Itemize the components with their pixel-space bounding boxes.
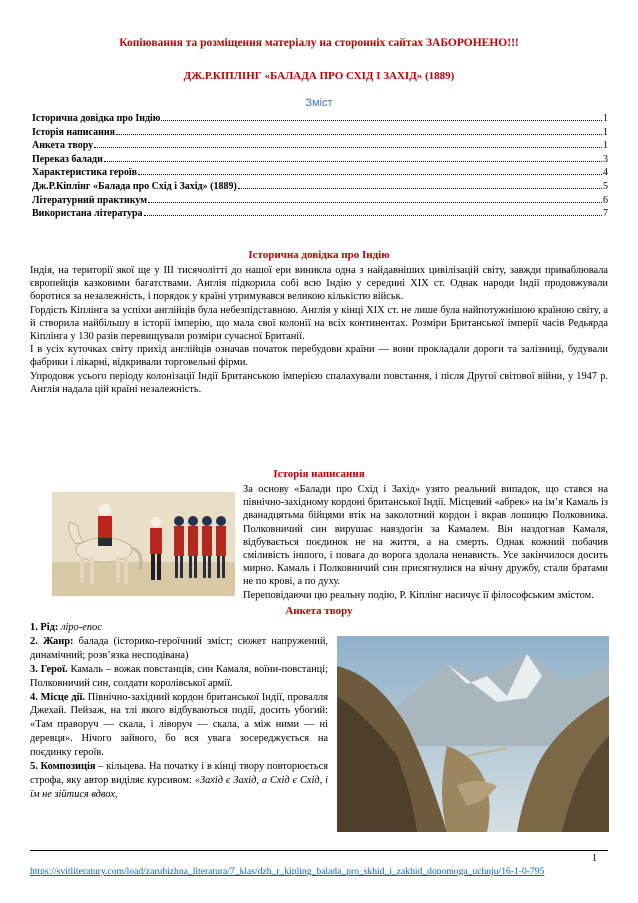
history-text xyxy=(30,264,608,396)
toc-item[interactable]: Дж.Р.Кіплінг «Балада про Схід і Захід» (1889) 5 xyxy=(32,180,608,192)
toc-heading: Зміст xyxy=(305,97,333,109)
writing-text xyxy=(243,483,608,602)
page-number: 1 xyxy=(592,853,597,864)
source-link[interactable]: https://svitliteratury.com/load/zarubizhna_literatura/7_klas/dzh_r_kipling_balada_pro_skhid_i_zakhid_dopomoga_uchnju/16-1-0-795 xyxy=(30,866,545,877)
toc-item[interactable]: Історична довідка про Індію 1 xyxy=(32,113,608,124)
history-heading: Історична довідка про Індію xyxy=(248,249,390,261)
mountain-gorge-painting xyxy=(337,636,609,832)
anketa-list xyxy=(30,621,328,802)
writing-paragraph: Переповідаючи цю реальну подію, Р. Кіплінг насичує її філософським змістом. xyxy=(243,589,594,601)
toc-item[interactable]: Характеристика героїв 4 xyxy=(32,167,608,179)
toc-item[interactable]: Історія написання 1 xyxy=(32,126,608,138)
document-title: ДЖ.Р.КІПЛІНГ «БАЛАДА ПРО СХІД І ЗАХІД» (1889) xyxy=(183,70,455,82)
history-paragraph: Гордість Кіплінга за успіхи англійців була небезпідставною. Англія у кінці XIX ст. не лише була найпотужнішою країною світу, а й створила найбільшу в історії імперію, що мала свої колонії на всіх континентах. Розміри Британської імперії часів Редьярда Кіплінга у 130 разів перевищували розміри сучасної Британії. xyxy=(30,304,608,343)
anketa-item: 1. Рід: ліро-епос xyxy=(30,622,102,633)
copy-warning: Копіювання та розміщення матеріалу на сторонніх сайтах ЗАБОРОНЕНО!!! xyxy=(119,37,519,49)
anketa-item: 5. Композиція – кільцева. На початку і в кінці твору повторюється строфа, яку автор виділяє курсивом: «Захід є Захід, а Схід є Схід, і їм не зійтися вдвох, xyxy=(30,761,329,800)
toc-item[interactable]: Переказ балади 3 xyxy=(32,153,608,165)
table-of-contents xyxy=(32,113,608,222)
footer-divider xyxy=(30,850,608,851)
anketa-item: 3. Герої. Камаль – вожак повстанців, син Камаля, воїни-повстанці; Полковничий син, солдати королівської армії. xyxy=(30,663,329,689)
soldiers-illustration xyxy=(52,492,235,596)
toc-item[interactable]: Літературний практикум 6 xyxy=(32,194,608,206)
anketa-item: 4. Місце дії. Північно-західний кордон британської Індії, провалля Джехай. Пейзаж, на тлі якого відбуваються події, досить убогий: «Там праворуч — скала, і ліворуч — скала, а між ними — ні деревця». Нічого зайвого, бо вся увага зосереджується на поєдинку героїв. xyxy=(30,691,328,759)
writing-paragraph: За основу «Балади про Схід і Захід» узято реальний випадок, що стався на північно-західному кордоні британської Індії. Місцевий «абрек» на ім’я Камаль із дванадцятьма бійцями втік на заколотний кордон і вкрав лошицю Полковника. Полковничий син вирушає навздогін за Камалем. Він наздогнав Камаля, відбувається поєдинок не на життя, а на смерть. Однак кожний побачив сміливість іншого, і повага до ворога здолала ненависть. Усе закінчилося досить мирно. Камаль і Полковничий син присягнулися на вічну дружбу, стали братами не по крові, а по духу. xyxy=(243,484,608,588)
refrain-quote: «Захід є Захід, а Схід є Схід, і їм не зійтися вдвох, xyxy=(30,774,329,800)
writing-heading: Історія написання xyxy=(273,468,365,480)
history-paragraph: Індія, на території якої ще у III тисячолітті до нашої ери виникла одна з найдавніших цивілізацій світу, завжди приваблювала європейців казковими багатствами. Англія підкорила собі всю Індію у середині XIX ст. Однак народи Індії продовжували боротися за незалежність, і порядок у країні утримувався великою кількістю військ. xyxy=(30,265,608,303)
anketa-item: 2. Жанр: балада (історико-героїчний зміст; сюжет напружений, динамічний; розв’язка несподівана) xyxy=(30,635,329,661)
history-paragraph: І в усіх куточках світу прихід англійців означав початок перебудови країни — вони прокладали дороги та залізниці, будували фабрики і лікарні, відкривали торговельні фірми. xyxy=(30,344,608,369)
history-paragraph: Упродовж усього періоду колонізації Індії Британською імперією спалахували повстання, і після Другої світової війни, у 1947 р. Англія надала цій країні незалежність. xyxy=(30,370,608,395)
toc-item[interactable]: Використана література 7 xyxy=(32,208,608,220)
toc-item[interactable]: Анкета твору 1 xyxy=(32,140,608,152)
anketa-heading: Анкета твору xyxy=(285,605,353,617)
